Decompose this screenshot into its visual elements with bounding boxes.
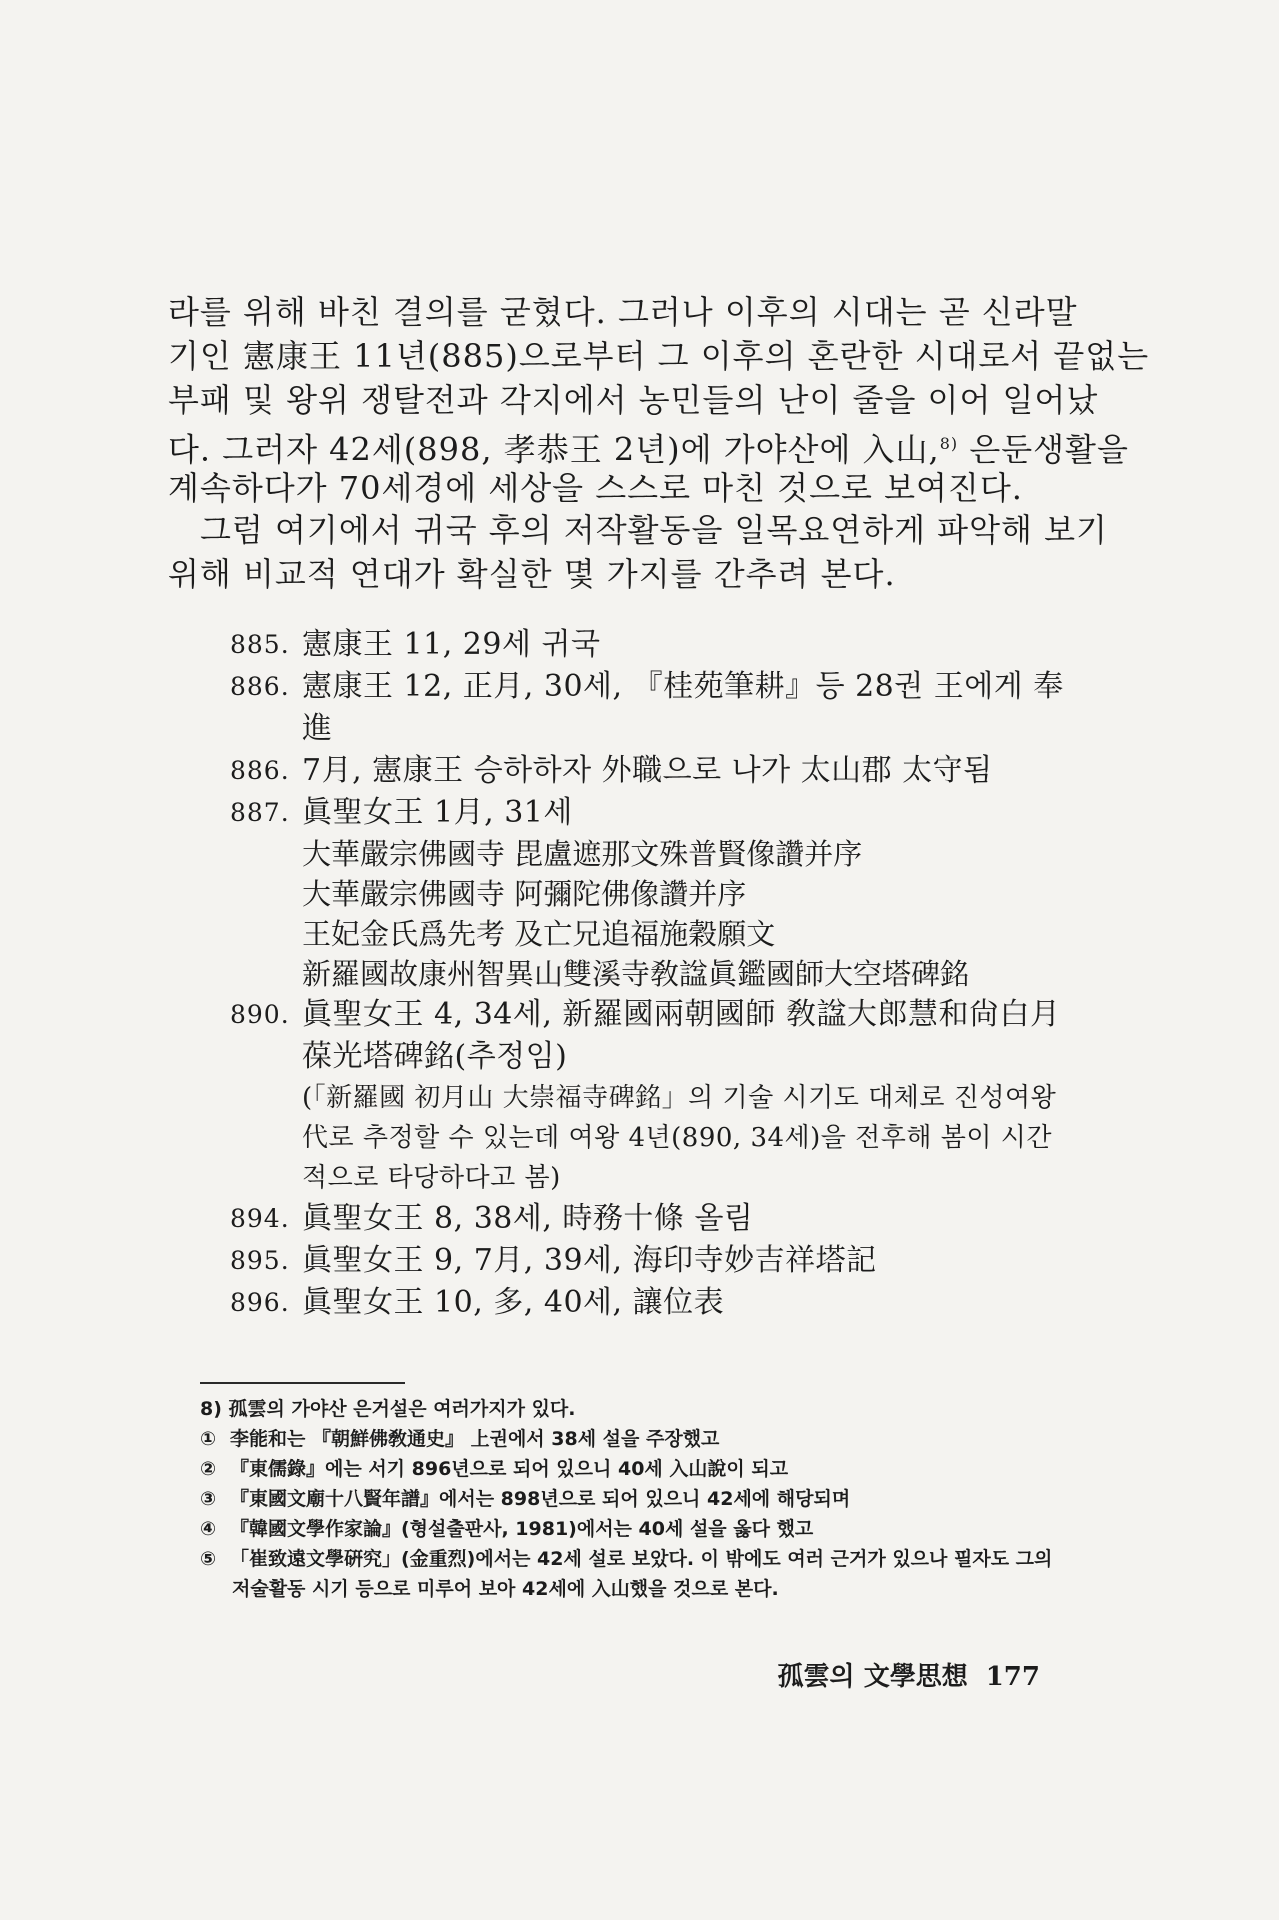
footnote-item-number: ⑤ bbox=[200, 1548, 217, 1570]
work-title: 大華嚴宗佛國寺 阿彌陀佛像讚并序 bbox=[302, 877, 747, 911]
second-line: 위해 비교적 연대가 확실한 몇 가지를 간추려 본다. bbox=[168, 555, 896, 593]
intro-line bbox=[168, 422, 1129, 469]
footnote-item bbox=[200, 1424, 1060, 1454]
entry-year: 896. bbox=[230, 1288, 290, 1317]
entry-text: 眞聖女王 1月, 31세 bbox=[302, 795, 573, 830]
footnote-block bbox=[200, 1394, 1060, 1604]
chronology-entry bbox=[230, 624, 1070, 666]
footnote-divider bbox=[200, 1382, 405, 1384]
entry-text: 7月, 憲康王 승하하자 外職으로 나가 太山郡 太守됨 bbox=[302, 753, 993, 788]
second-line: 그럼 여기에서 귀국 후의 저작활동을 일목요연하게 파악해 보기 bbox=[200, 511, 1108, 549]
footnote-item bbox=[200, 1514, 1060, 1544]
footnote-ref: 8) bbox=[939, 434, 959, 453]
footnote-item-number: ② bbox=[200, 1458, 217, 1480]
entry-year: 885. bbox=[230, 630, 290, 659]
chronology-entry bbox=[230, 1282, 1070, 1324]
entry-year: 890. bbox=[230, 1000, 290, 1029]
entry-text: 眞聖女王 4, 34세, 新羅國兩朝國師 敎諡大郎慧和尙白月葆光塔碑銘(추정임) bbox=[302, 997, 1061, 1074]
entry-text: 眞聖女王 8, 38세, 時務十條 올림 bbox=[302, 1201, 754, 1236]
footnote-item-number: ④ bbox=[200, 1518, 217, 1540]
entry-year: 894. bbox=[230, 1204, 290, 1233]
intro-line: 라를 위해 바친 결의를 굳혔다. 그러나 이후의 시대는 곧 신라말 bbox=[168, 293, 1078, 331]
page-number: 177 bbox=[985, 1662, 1040, 1692]
intro-line: 계속하다가 70세경에 세상을 스스로 마친 것으로 보여진다. bbox=[168, 469, 1023, 507]
footnote-item-text: 李能和는 『朝鮮佛敎通史』 上권에서 38세 설을 주장했고 bbox=[230, 1428, 720, 1450]
chronology-list bbox=[230, 624, 1070, 1324]
work-title: 王妃金氏爲先考 及亡兄追福施穀願文 bbox=[302, 917, 776, 951]
chronology-entry bbox=[230, 1240, 1070, 1282]
footnote-item-text: 『東國文廟十八賢年譜』에서는 898년으로 되어 있으니 42세에 해당되며 bbox=[230, 1488, 851, 1510]
entry-text: 眞聖女王 10, 多, 40세, 讓位表 bbox=[302, 1285, 725, 1320]
entry-year: 886. bbox=[230, 672, 290, 701]
work-title: 大華嚴宗佛國寺 毘盧遮那文殊普賢像讚并序 bbox=[302, 837, 863, 871]
intro-line: 부패 및 왕위 쟁탈전과 각지에서 농민들의 난이 줄을 이어 일어났 bbox=[168, 381, 1099, 419]
intro-line-tail: 은둔생활을 bbox=[958, 430, 1129, 469]
intro-paragraph bbox=[168, 290, 1150, 510]
intro-line: 기인 憲康王 11년(885)으로부터 그 이후의 혼란한 시대로서 끝없는 bbox=[168, 337, 1150, 375]
entry-text: 憲康王 11, 29세 귀국 bbox=[302, 627, 601, 662]
footnote-item-number: ③ bbox=[200, 1488, 217, 1510]
footnote-item-text: 『韓國文學作家論』(형설출판사, 1981)에서는 40세 설을 옳다 했고 bbox=[230, 1518, 814, 1540]
chronology-entry bbox=[230, 994, 1070, 1078]
entry-year: 895. bbox=[230, 1246, 290, 1275]
entry-year: 886. bbox=[230, 756, 290, 785]
entry-year: 887. bbox=[230, 798, 290, 827]
footnote-heading: 8) 孤雲의 가야산 은거설은 여러가지가 있다. bbox=[200, 1398, 576, 1420]
chronology-entry bbox=[230, 750, 1070, 792]
chronology-entry bbox=[230, 1198, 1070, 1240]
running-footer bbox=[0, 1656, 1040, 1693]
footnote-item bbox=[200, 1544, 1060, 1604]
chronology-entry bbox=[230, 792, 1070, 834]
intro-line-text: 다. 그러자 42세(898, 孝恭王 2년)에 가야산에 入山, bbox=[168, 430, 940, 469]
footnote-item-number: ① bbox=[200, 1428, 217, 1450]
chronology-entry bbox=[230, 666, 1070, 750]
running-title: 孤雲의 文學思想 bbox=[777, 1662, 968, 1692]
footnote-item bbox=[200, 1484, 1060, 1514]
entry-note: (「新羅國 初月山 大崇福寺碑銘」의 기술 시기도 대체로 진성여왕代로 추정할 수 있는데 여왕 4년(890, 34세)을 전후해 봄이 시간적으로 타당하다고 봄) bbox=[302, 1083, 1057, 1193]
footnote-item-text: 『東儒錄』에는 서기 896년으로 되어 있으니 40세 入山說이 되고 bbox=[230, 1458, 789, 1480]
entry-text: 憲康王 12, 正月, 30세, 『桂苑筆耕』등 28권 王에게 奉進 bbox=[302, 669, 1064, 746]
second-paragraph bbox=[168, 508, 1108, 596]
footnote-item bbox=[200, 1454, 1060, 1484]
footnote-item-text: 「崔致遠文學硏究」(金重烈)에서는 42세 설로 보았다. 이 밖에도 여러 근거가 있으나 필자도 그의 저술활동 시기 등으로 미루어 보아 42세에 入山했을 것으로 본다. bbox=[230, 1548, 1053, 1600]
entry-text: 眞聖女王 9, 7月, 39세, 海印寺妙吉祥塔記 bbox=[302, 1243, 877, 1278]
work-title: 新羅國故康州智異山雙溪寺敎諡眞鑑國師大空塔碑銘 bbox=[302, 957, 970, 991]
